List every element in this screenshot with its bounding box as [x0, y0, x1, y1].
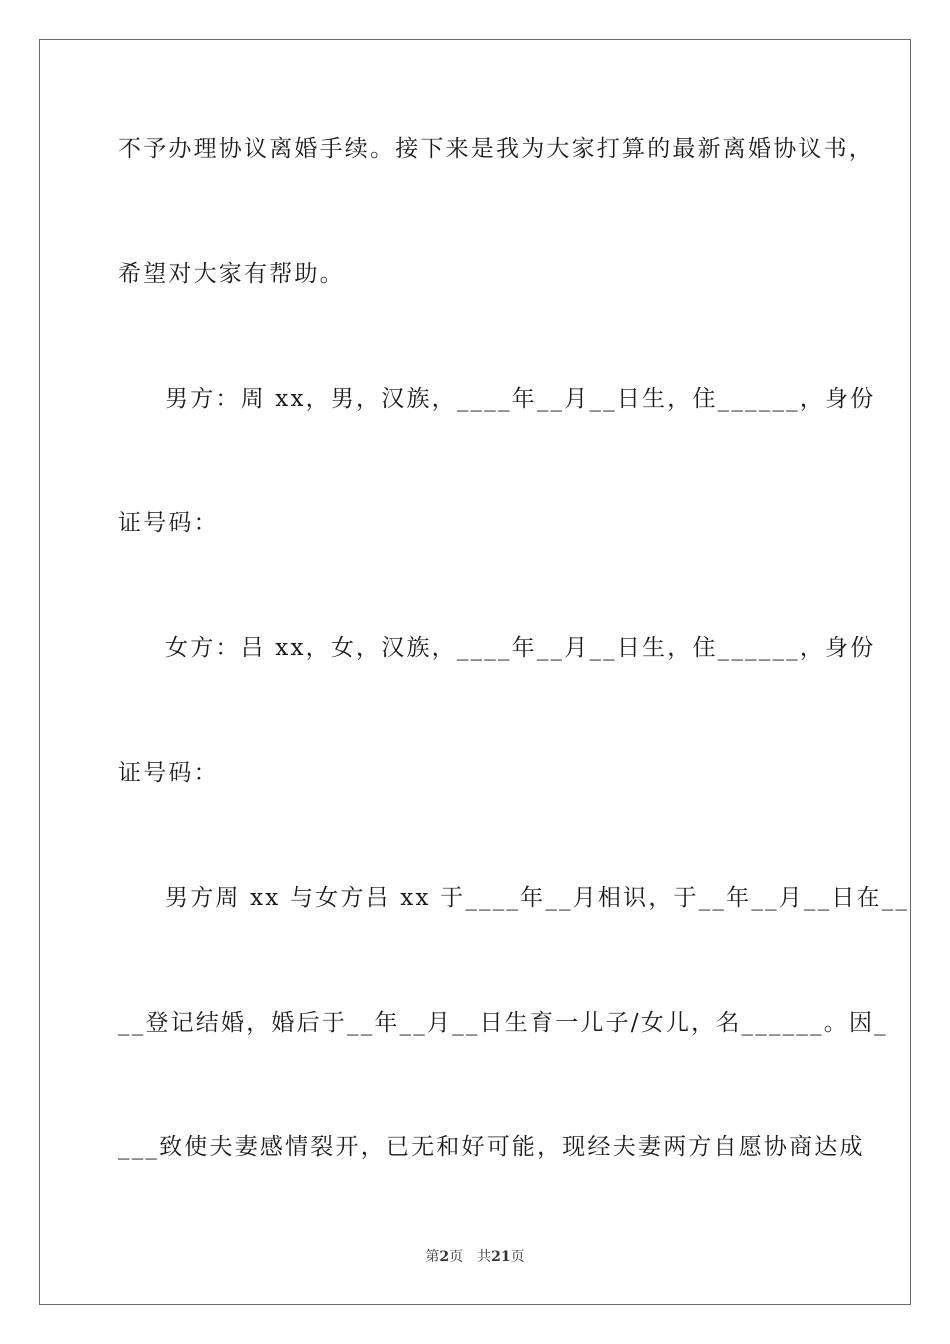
marriage-text-line-1: 男方周 xx 与女方吕 xx 于____年__月相识，于__年__月__日在__ [165, 885, 910, 911]
female-party-line: 女方：吕 xx，女，汉族，____年__月__日生，住______，身份 [165, 635, 876, 661]
total-suffix: 页 [510, 1249, 525, 1265]
male-party-line: 男方：周 xx，男，汉族，____年__月__日生，住______，身份 [165, 386, 876, 412]
body-text-line-1: 不予办理协议离婚手续。接下来是我为大家打算的最新离婚协议书， [118, 136, 874, 162]
marriage-text-line-3: ___致使夫妻感情裂开，已无和好可能，现经夫妻两方自愿协商达成 [118, 1134, 865, 1160]
page-prefix: 第 [425, 1249, 440, 1265]
total-pages: 21 [491, 1249, 511, 1265]
female-id-line: 证号码： [118, 760, 219, 786]
male-id-line: 证号码： [118, 510, 219, 536]
page-number: 2 [439, 1249, 450, 1265]
marriage-text-line-2: __登记结婚，婚后于__年__月__日生育一儿子/女儿，名______。因_ [118, 1010, 888, 1036]
page-footer [0, 1246, 950, 1266]
page-suffix: 页 [449, 1249, 464, 1265]
body-text-line-2: 希望对大家有帮助。 [118, 261, 345, 287]
total-prefix: 共 [477, 1249, 492, 1265]
page-border [39, 39, 911, 1305]
